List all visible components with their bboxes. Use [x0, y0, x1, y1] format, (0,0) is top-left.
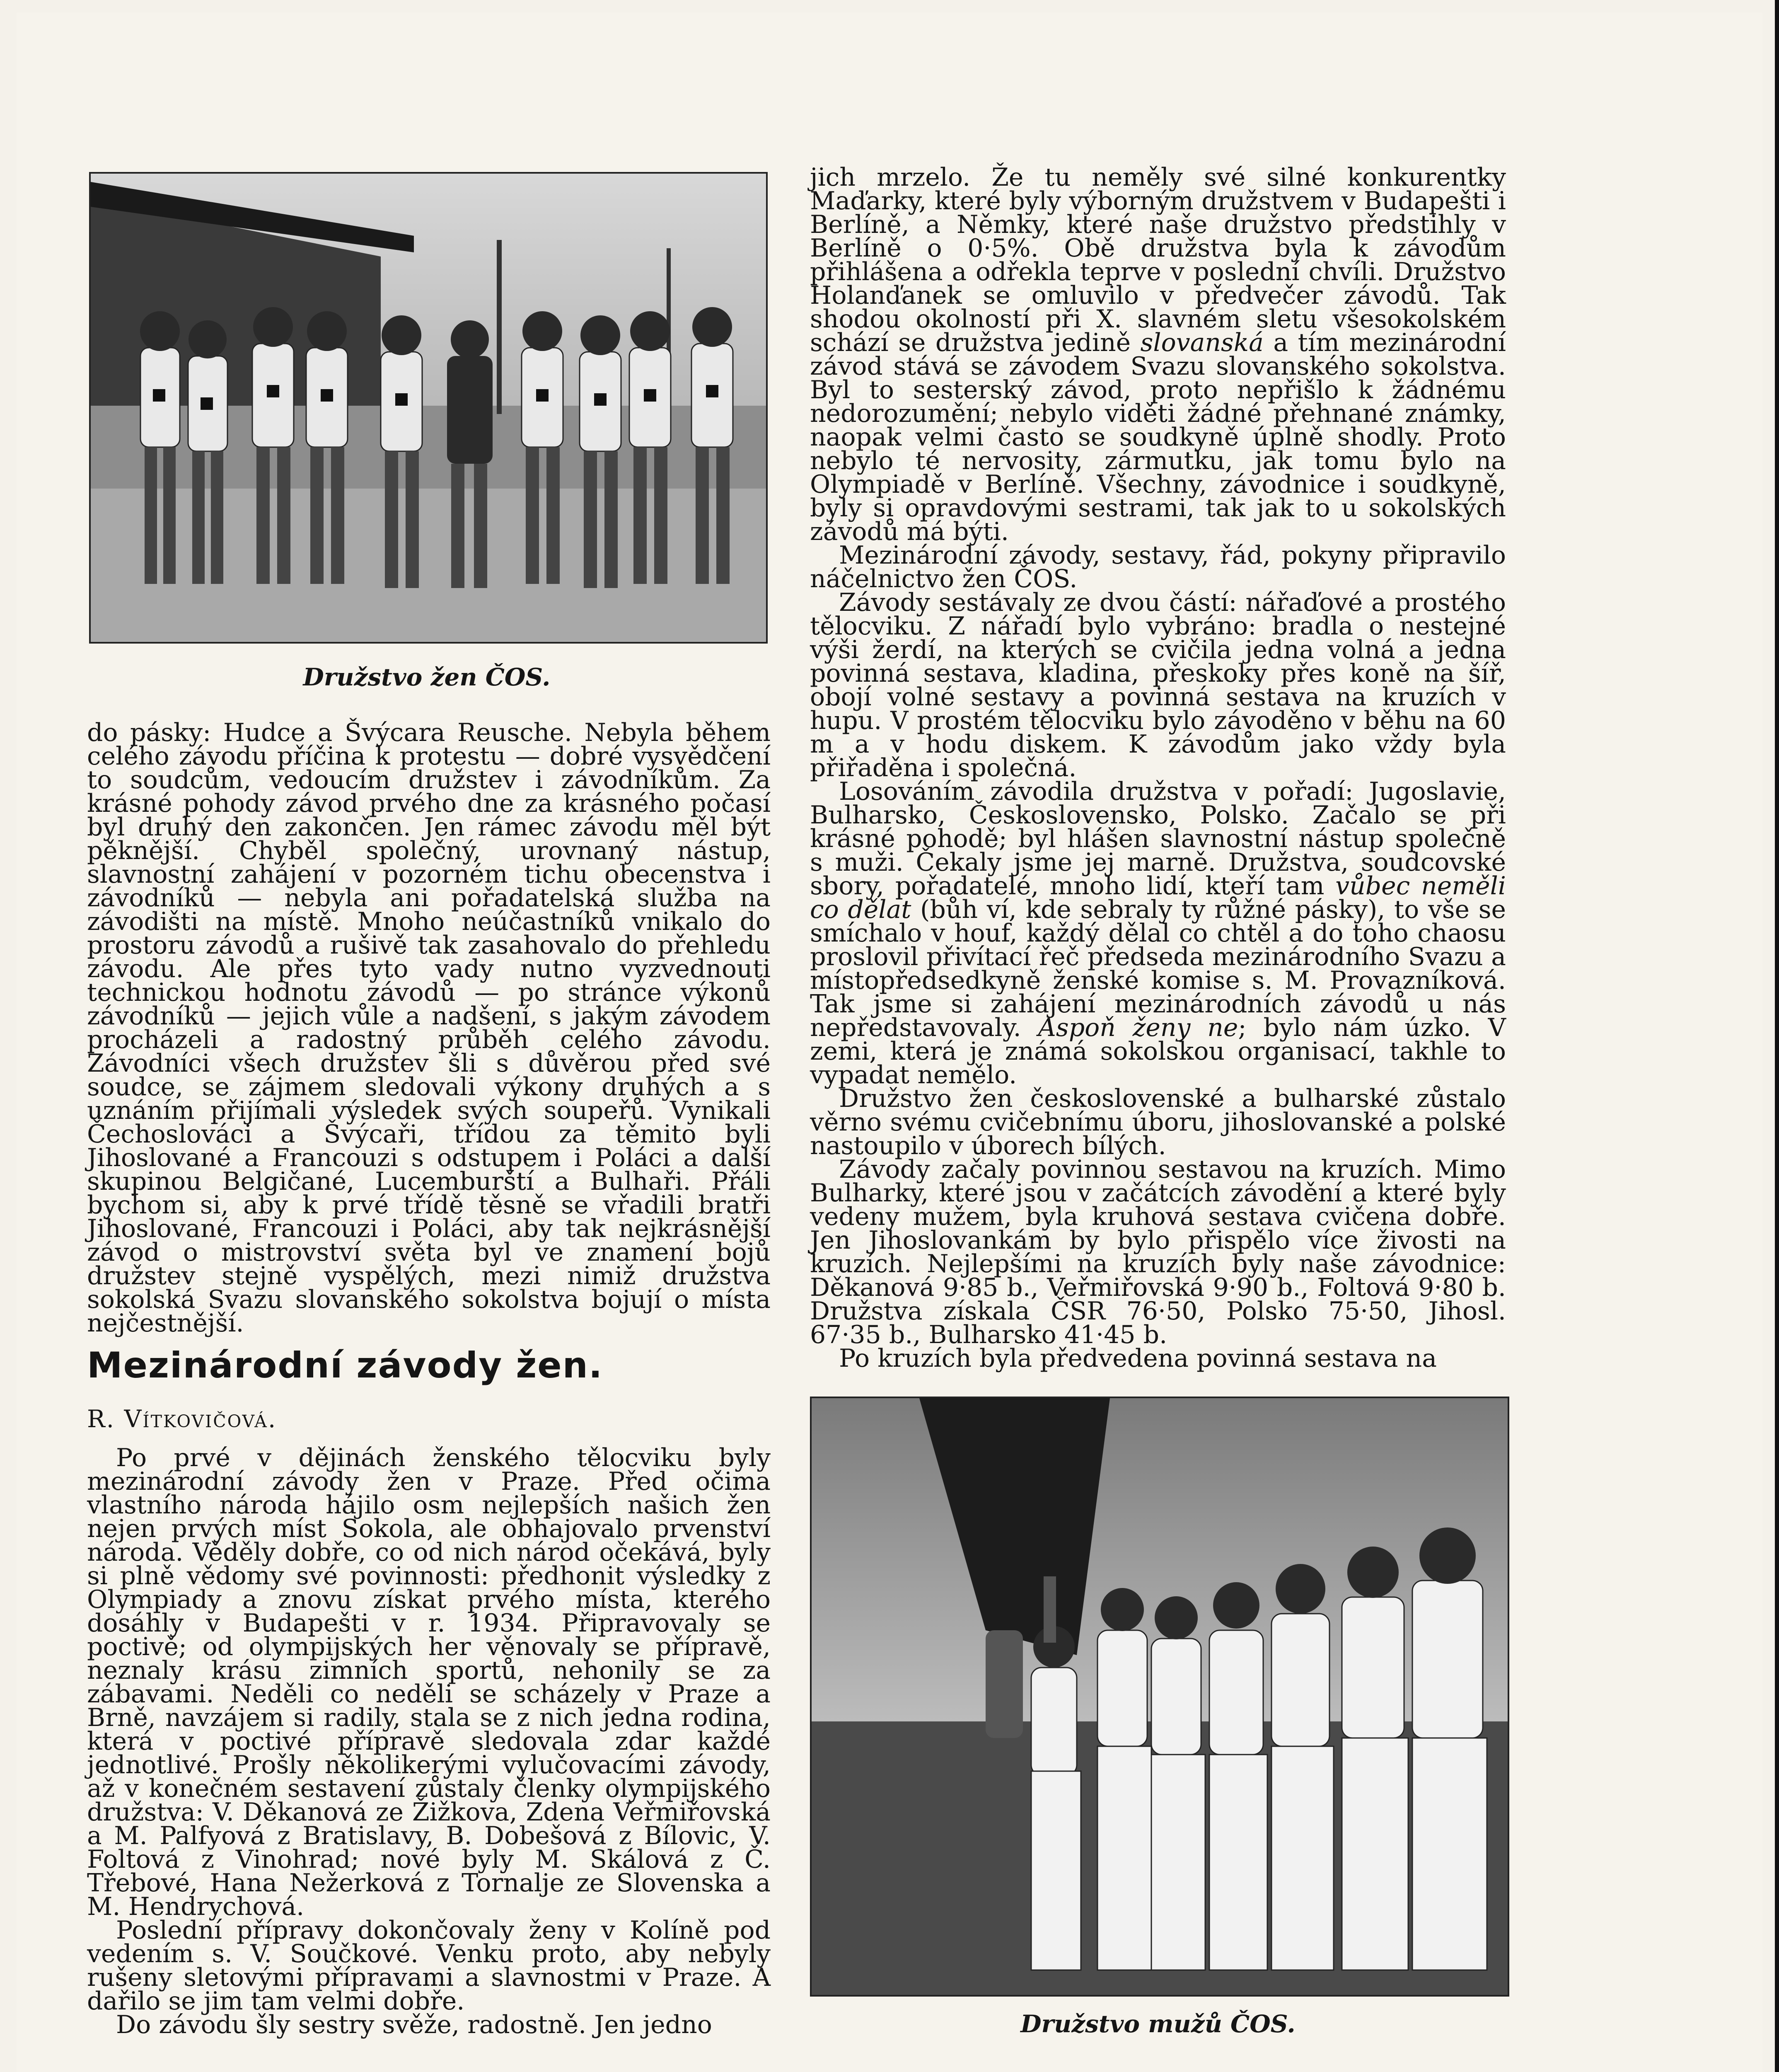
article-heading: Mezinárodní závody žen.: [87, 1345, 603, 1386]
scan-edge: [1775, 0, 1779, 2072]
paragraph: Mezinárodní závody, sestavy, řád, pokyny připravilo náčelnictvo žen ČOS.: [810, 541, 1506, 593]
paragraph: Po kruzích byla předvedena povinná sestava na: [839, 1344, 1437, 1373]
paragraph: do pásky: Hudce a Švýcara Reusche. Nebyla během celého závodu příčina k protestu — dobré vysvědčení to soudcům, vedoucím družstev i závodníkům. Za krásné pohody závod prvého dne za krásného počasí byl druhý den zakončen. Jen rámec závodu měl být pěknější. Chyběl společný, urovnaný nástup, slavnostní zahájení v pozorném tichu obecenstva i závodníků — nebyla ani pořadatelská služba na závodišti na místě. Mnoho neúčastníků vnikalo do prostoru závodů a rušivě tak zasahovalo do přehledu závodu. Ale přes tyto vady nutno vyzvednouti technickou hodnotu závodů — po stránce výkonů závodníků — jejich vůle a nadšení, s jakým závodem procházeli a radostný průběh celého závodu. Závodníci všech družstev šli s důvěrou před své soudce, se zájmem sledovali výkony druhých a s uznáním přijímali výsledek svých soupeřů. Vynikali Čechoslováci a Švýcaři, třídou za těmito byli Jihoslované a Francouzi s odstupem i Poláci a další skupinou Belgičané, Lucemburští a Bulhaři. Přáli bychom si, aby k prvé třídě těsně se vřadili bratři Jihoslované, Francouzi i Poláci, aby tak nejkrásnější závod o mistrovství světa byl ve znamení bojů družstev stejně vyspělých, mezi nimiž družstva sokolská Svazu slovanského sokolstva bojují o místa nejčestnější.: [87, 718, 771, 1338]
emphasis: slovanská: [1140, 328, 1264, 357]
paragraph: Losováním závodila družstva v pořadí: Jugoslavie, Bulharsko, Československo, Polsko. Začalo se při krásné pohodě; byl hlášen slavnostní nástup společně s muži. Čekaly jsme jej marně. Družstva, soudcovské sbory, pořadatelé, mnoho lidí, kteří tam vůbec neměli co dělat (bůh ví, kde sebraly ty růžné pásky), to vše se smíchalo v houf, každý dělal co chtěl a do toho chaosu proslovil přivítací řeč předseda mezinárodního Svazu a místopředsedkyně ženské komise s. M. Provazníková. Tak jsme si zahájení mezinárodních závodů u nás nepředstavovaly. Aspoň ženy ne; bylo nám úzko. V zemi, která je známá sokolskou organisací, takhle to vypadat nemělo.: [810, 777, 1506, 1089]
paragraph: Závody začaly povinnou sestavou na kruzích. Mimo Bulharky, které jsou v začátcích závodění a které byly vedeny mužem, byla kruhová sestava cvičena dobře. Jen Jihoslovankám by bylo přispělo více živosti na kruzích. Nejlepšími na kruzích byly naše závodnice: Děkanová 9·85 b., Veřmiřovská 9·90 b., Foltová 9·80 b. Družstva získala ČSR 76·50, Polsko 75·50, Jihosl. 67·35 b., Bulharsko 41·45 b.: [810, 1155, 1506, 1349]
women-photo-caption: Družstvo žen ČOS.: [303, 663, 551, 691]
paragraph: Družstvo žen československé a bulharské zůstalo věrno svému cvičebnímu úboru, jihoslovanské a polské nastoupilo v úborech bílých.: [810, 1084, 1506, 1160]
article-author: R. Vítkovičová.: [87, 1405, 277, 1433]
paragraph: Poslední přípravy dokončovaly ženy v Kolíně pod vedením s. V. Součkové. Venku proto, aby nebyly rušeny sletovými přípravami a slavnostmi v Praze. A dařilo se jim tam velmi dobře.: [87, 1916, 771, 2016]
men-photo-caption: Družstvo mužů ČOS.: [1020, 2010, 1296, 2038]
paragraph: jich mrzelo. Že tu neměly své silné konkurentky Maďarky, které byly výborným družstvem v Budapešti i Berlíně, a Němky, které naše družstvo předstihly v Berlíně o 0·5%. Obě družstva byla k závodům přihlášena a odřekla teprve v poslední chvíli. Družstvo Holanďanek se omluvilo v předvečer závodů. Tak shodou okolností při X. slavném sletu všesokolském schází se družstva jedině slovanská a tím mezinárodní závod stává se závodem Svazu slovanského sokolstva. Byl to sesterský závod, proto nepřišlo k žádnému nedorozumění; nebylo viděti žádné přehnané známky, naopak velmi často se soudkyně úplně shodly. Proto nebylo té nervosity, zármutku, jak tomu bylo na Olympiadě v Berlíně. Všechny, závodnice i soudkyně, byly si opravdovými sestrami, tak jak to u sokolských závodů má býti.: [810, 163, 1506, 546]
women-team-photo: [89, 172, 768, 644]
emphasis: Aspoň ženy ne: [1038, 1013, 1238, 1042]
paragraph: Do závodu šly sestry svěže, radostně. Jen jedno: [116, 2010, 712, 2039]
paragraph: Závody sestávaly ze dvou částí: nářaďové a prostého tělocviku. Z nářadí bylo vybráno: bradla o nestejné výši žerdí, na kterých se cvičila jedna volná a jedna povinná sestava, kladina, přeskoky přes koně na šíř, obojí volné sestavy a povinná sestava na kruzích v hupu. V prostém tělocviku bylo závoděno v běhu na 60 m a v hodu diskem. K závodům jako vždy byla přiřaděna i společná.: [810, 588, 1506, 782]
right-column: [810, 163, 1506, 1373]
left-column-article: [87, 1443, 771, 2039]
paragraph: Po prvé v dějinách ženského tělocviku byly mezinárodní závody žen v Praze. Před očima vlastního národa hájilo osm nejlepších našich žen nejen prvých míst Sokola, ale obhajovalo prvenství národa. Věděly dobře, co od nich národ očekává, byly si plně vědomy své povinnosti: předhonit výsledky z Olympiady a znovu získat prvého místa, kterého dosáhly v Budapešti v r. 1934. Připravovaly se poctivě; od olympijských her věnovaly se přípravě, neznaly krásu zimních sportů, nehonily se za zábavami. Neděli co neděli se scházely v Praze a Brně, navzájem si radily, stala se z nich jedna rodina, která v poctivé přípravě sledovala zdar každé jednotlivé. Prošly několikerými vylučovacími závody, až v konečném sestavení zůstaly členky olympijského družstva: V. Děkanová ze Žižkova, Zdena Veřmiřovská a M. Palfyová z Bratislavy, B. Dobešová z Bílovic, V. Foltová z Vinohrad; nové byly M. Skálová z Č. Třebové, Hana Nežerková z Tornalje ze Slovenska a M. Hendrychová.: [87, 1443, 771, 1921]
emphasis: vůbec neměli co dělat: [810, 871, 1506, 924]
left-column-top: [87, 718, 771, 1338]
men-team-photo: [810, 1397, 1509, 1997]
